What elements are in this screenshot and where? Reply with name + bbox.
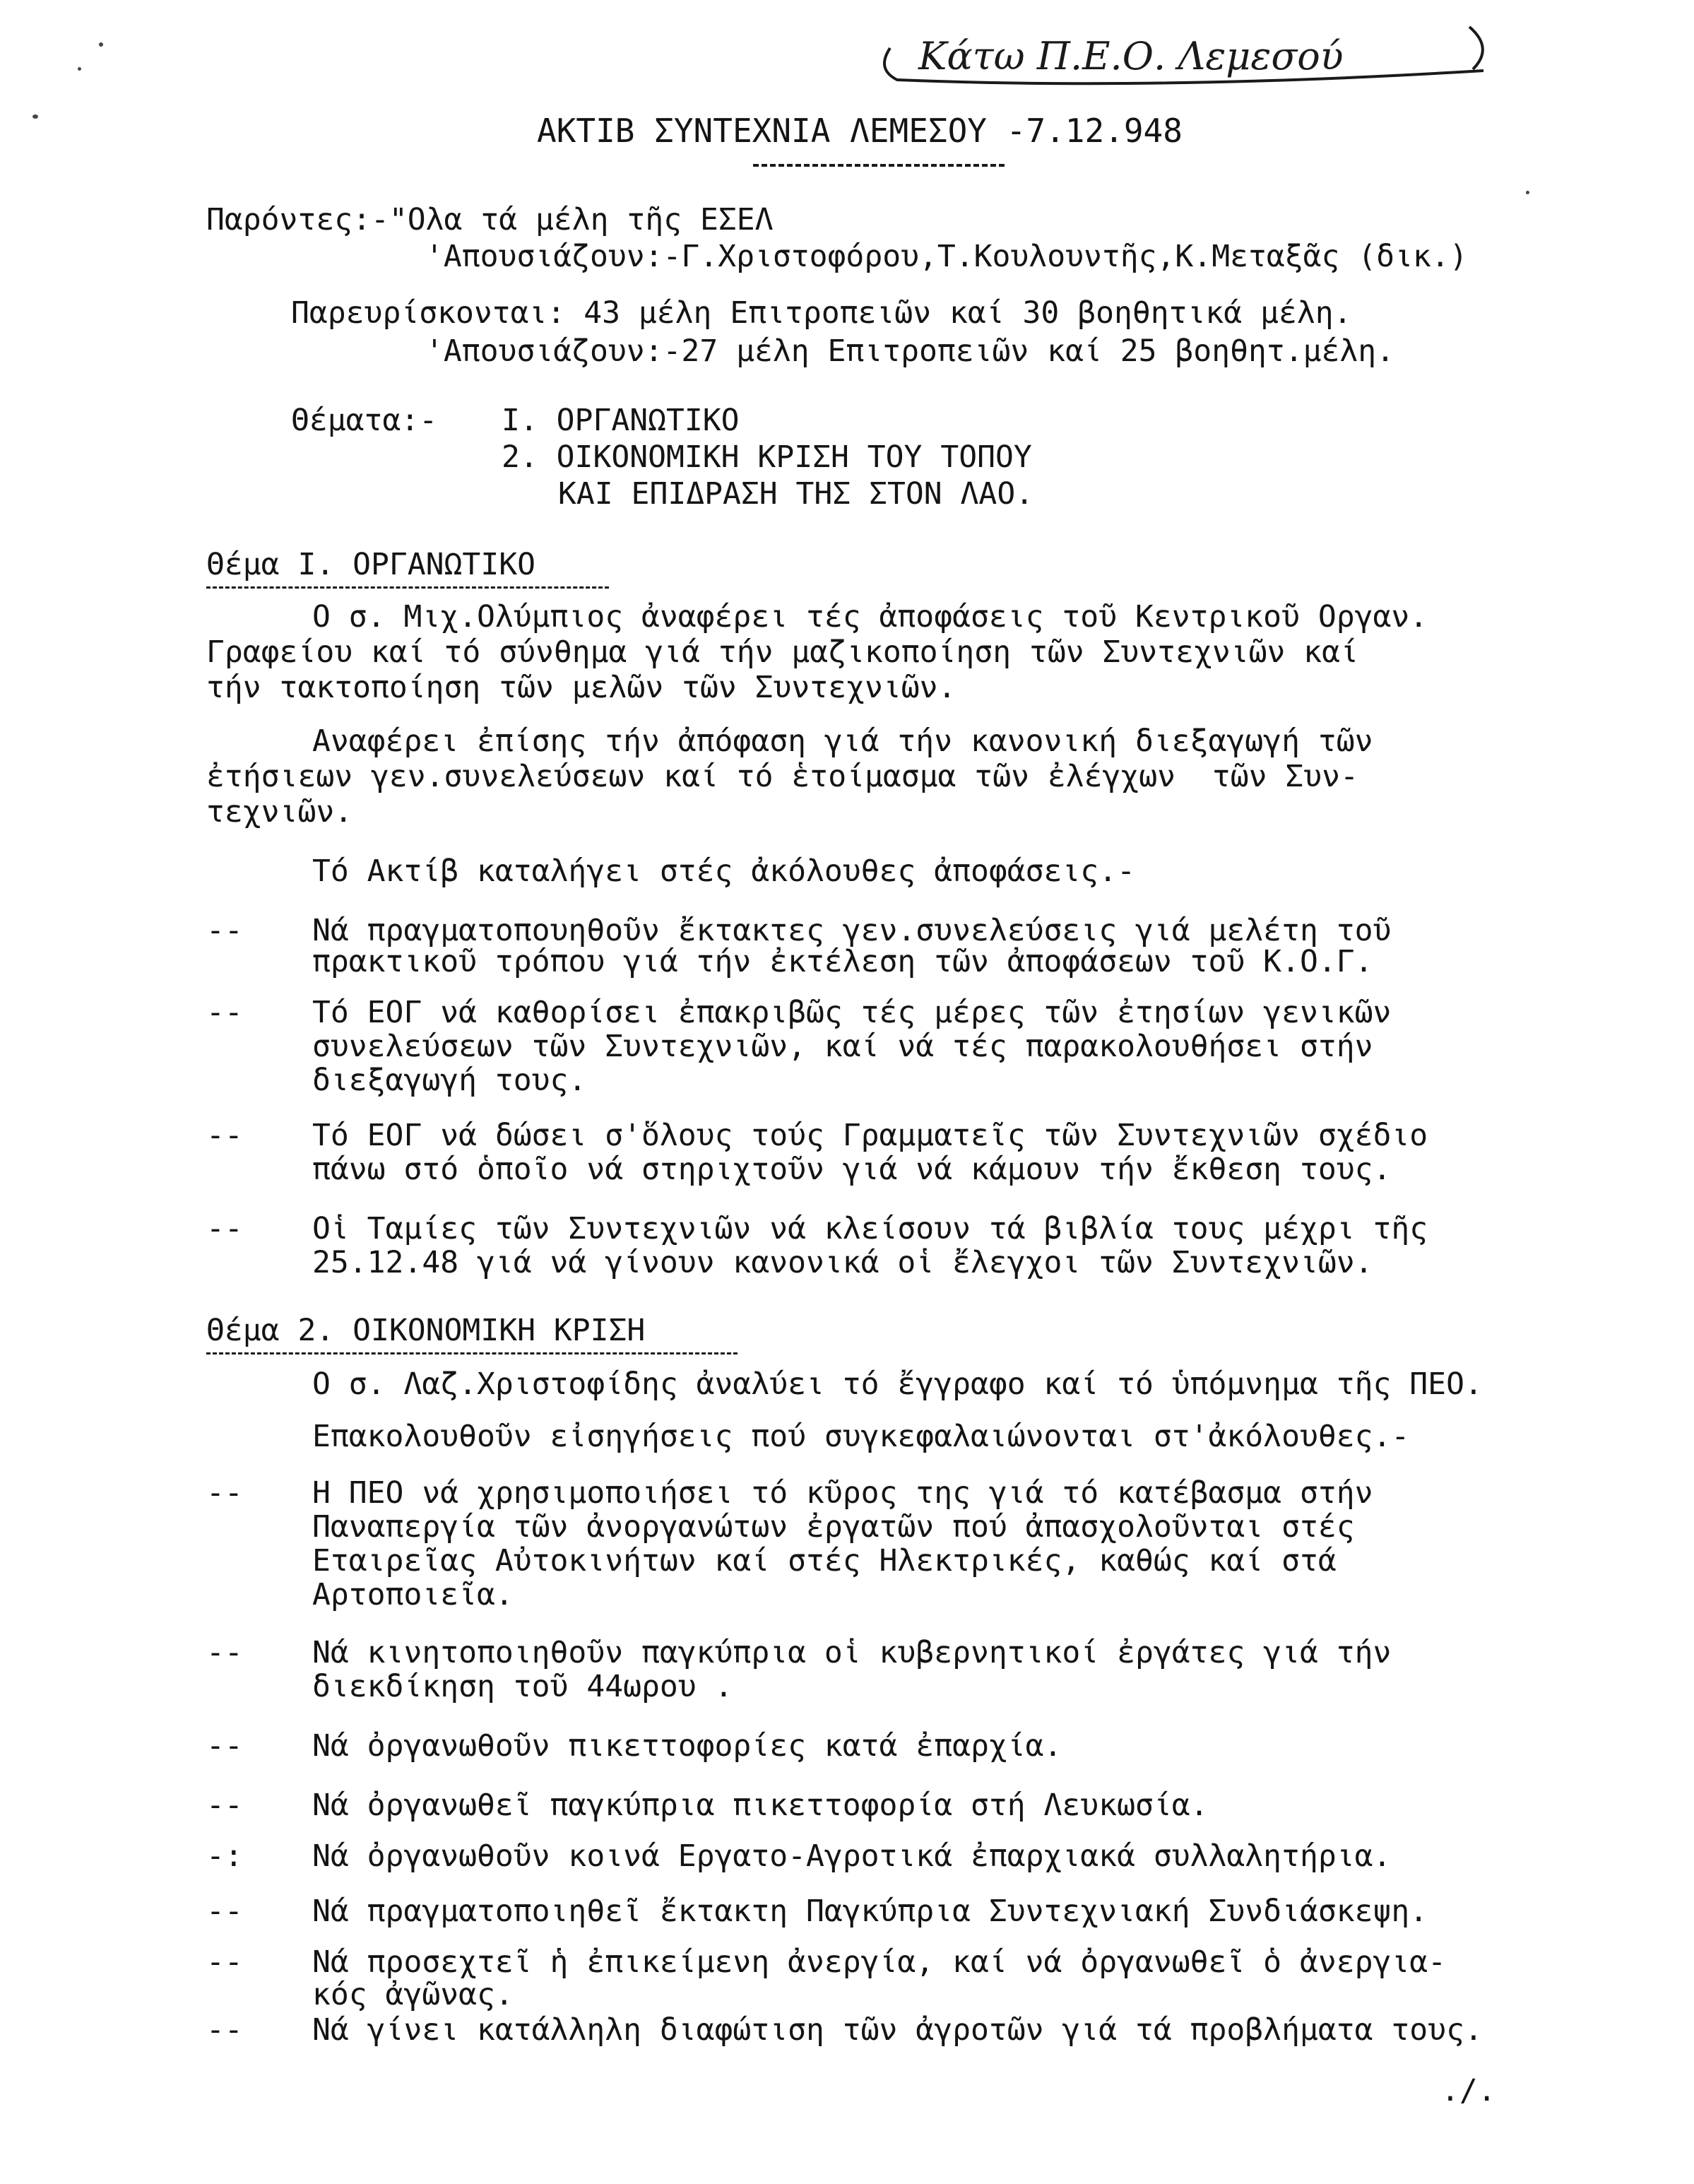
s1-p2-line2: ἐτήσιεων γεν.συνελεύσεων καί τό ἑτοίμασμα τῶν ἐλέγχων τῶν Συν- [206,759,1358,794]
list-dash: -- [206,1475,243,1511]
s2-p2: Επακολουθοῦν εἰσηγήσεις πού συγκεφαλαιώνονται στ'ἀκόλουθες.- [312,1419,1410,1454]
s2-item4: Νά ὀργανωθεῖ παγκύπρια πικεττοφορία στή Λευκωσία. [312,1788,1209,1823]
topic-1: Ι. ΟΡΓΑΝΩΤΙΚΟ [502,403,740,438]
absent-committees: 'Απουσιάζουν:-27 μέλη Επιτροπειῶν καί 25 βοηθητ.μέλη. [425,333,1395,369]
list-dash-alt: -: [206,1838,243,1874]
s2-item1-line4: Αρτοποιεῖα. [312,1577,514,1612]
s1-item3-line1: Τό ΕΟΓ νά δώσει σ'ὅλους τούς Γραμματεῖς τῶν Συντεχνιῶν σχέδιο [312,1118,1428,1153]
s1-item4-line2: 25.12.48 γιά νά γίνουν κανονικά οἱ ἔλεγχοι τῶν Συντεχνιῶν. [312,1245,1373,1280]
list-dash: -- [206,1211,243,1246]
s2-item2-line1: Νά κινητοποιηθοῦν παγκύπρια οἱ κυβερνητικοί ἐργάτες γιά τήν [312,1635,1392,1670]
s1-item3-line2: πάνω στό ὁποῖο νά στηριχτοῦν γιά νά κάμουν τήν ἔκθεση τους. [312,1152,1392,1187]
list-dash: -- [206,2012,243,2048]
s2-item1-line3: Εταιρεῖας Αὐτοκινήτων καί στές Ηλεκτρικές, καθώς καί στά [312,1543,1337,1578]
present-committees: Παρευρίσκονται: 43 μέλη Επιτροπειῶν καί 30 βοηθητικά μέλη. [291,295,1352,331]
s2-item7-line1: Νά προσεχτεῖ ἡ ἐπικείμενη ἀνεργία, καί νά ὀργανωθεῖ ὁ ἀνεργια- [312,1944,1447,1980]
section-1-heading: Θέμα Ι. ΟΡΓΑΝΩΤΙΚΟ [206,547,535,582]
s1-p3: Τό Ακτίβ καταλήγει στές ἀκόλουθες ἀποφάσεις.- [312,854,1135,889]
list-dash: -- [206,1118,243,1153]
s2-p1: Ο σ. Λαζ.Χριστοφίδης ἀναλύει τό ἔγγραφο καί τό ὑπόμνημα τῆς ΠΕΟ. [312,1367,1483,1402]
annotation-text: Κάτω Π.Ε.Ο. Λεμεσού [918,34,1344,78]
list-dash: -- [206,1635,243,1670]
list-dash: -- [206,1944,243,1980]
continuation-mark: ./. [1441,2073,1496,2108]
s2-item1-line2: Παναπεργία τῶν ἀνοργανώτων ἐργατῶν πού ἀπασχολοῦνται στές [312,1509,1355,1545]
s1-item1-line1: Νά πραγματοπουηθοῦν ἔκτακτες γεν.συνελεύσεις γιά μελέτη τοῦ [312,913,1392,948]
scan-speck [78,67,81,71]
s1-item2-line3: διεξαγωγή τους. [312,1063,587,1098]
s2-item1-line1: Η ΠΕΟ νά χρησιμοποιήσει τό κῦρος της γιά τό κατέβασμα στήν [312,1475,1373,1511]
s1-p1-line1: Ο σ. Μιχ.Ολύμπιος ἀναφέρει τές ἀποφάσεις τοῦ Κεντρικοῦ Οργαν. [312,599,1428,634]
scan-speck [1526,191,1529,194]
s2-item5: Νά ὀργανωθοῦν κοινά Εργατο-Αγροτικά ἐπαρχιακά συλλαλητήρια. [312,1838,1392,1874]
list-dash: -- [206,1788,243,1823]
section-2-heading: Θέμα 2. ΟΙΚΟΝΟΜΙΚΗ ΚΡΙΣΗ [206,1313,646,1348]
topics-label: Θέματα:- [291,403,438,438]
s1-p1-line3: τήν τακτοποίηση τῶν μελῶν τῶν Συντεχνιῶν. [206,670,956,705]
title-underline [753,164,1005,167]
s1-item2-line2: συνελεύσεων τῶν Συντεχνιῶν, καί νά τές παρακολουθήσει στήν [312,1029,1373,1064]
scan-speck [32,114,38,119]
absent-members: 'Απουσιάζουν:-Γ.Χριστοφόρου,Τ.Κουλουντῆς,Κ.Μεταξᾶς (δικ.) [425,239,1468,274]
s2-item6: Νά πραγματοποιηθεῖ ἔκτακτη Παγκύπρια Συντεχνιακή Συνδιάσκεψη. [312,1894,1428,1929]
s2-item7-line2: κός ἀγῶνας. [312,1977,514,2012]
s1-item4-line1: Οἱ Ταμίες τῶν Συντεχνιῶν νά κλείσουν τά βιβλία τους μέχρι τῆς [312,1211,1428,1246]
topic-2-line2: ΚΑΙ ΕΠΙΔΡΑΣΗ ΤΗΣ ΣΤΟΝ ΛΑΟ. [558,476,1034,512]
scan-speck [99,42,103,47]
s2-item8: Νά γίνει κατάλληλη διαφώτιση τῶν ἀγροτῶν γιά τά προβλήματα τους. [312,2012,1483,2048]
attendance-present [206,203,774,237]
list-dash: -- [206,1728,243,1764]
handwritten-annotation [876,20,1498,98]
section-1-underline [206,586,609,589]
present-text: "Ολα τά μέλη τῆς ΕΣΕΛ [389,202,774,237]
list-dash: -- [206,913,243,948]
s2-item2-line2: διεκδίκηση τοῦ 44ωρου . [312,1669,733,1704]
s1-p2-line3: τεχνιῶν. [206,794,353,830]
s2-item3: Νά ὀργανωθοῦν πικεττοφορίες κατά ἐπαρχία. [312,1728,1062,1764]
topic-2-line1: 2. ΟΙΚΟΝΟΜΙΚΗ ΚΡΙΣΗ ΤΟΥ ΤΟΠΟΥ [502,439,1032,475]
s1-item2-line1: Τό ΕΟΓ νά καθορίσει ἐπακριβῶς τές μέρες τῶν ἐτησίων γενικῶν [312,995,1392,1030]
page-title: ΑΚΤΙΒ ΣΥΝΤΕΧΝΙΑ ΛΕΜΕΣΟΥ -7.12.948 [537,112,1183,150]
present-label: Παρόντες:- [206,202,389,237]
s1-p2-line1: Αναφέρει ἐπίσης τήν ἀπόφαση γιά τήν κανονική διεξαγωγή τῶν [312,724,1373,759]
list-dash: -- [206,1894,243,1929]
s1-item1-line2: πρακτικοῦ τρόπου γιά τήν ἐκτέλεση τῶν ἀποφάσεων τοῦ Κ.Ο.Γ. [312,944,1373,979]
s1-p1-line2: Γραφείου καί τό σύνθημα γιά τήν μαζικοποίηση τῶν Συντεχνιῶν καί [206,634,1358,670]
list-dash: -- [206,995,243,1030]
section-2-underline [206,1352,738,1354]
